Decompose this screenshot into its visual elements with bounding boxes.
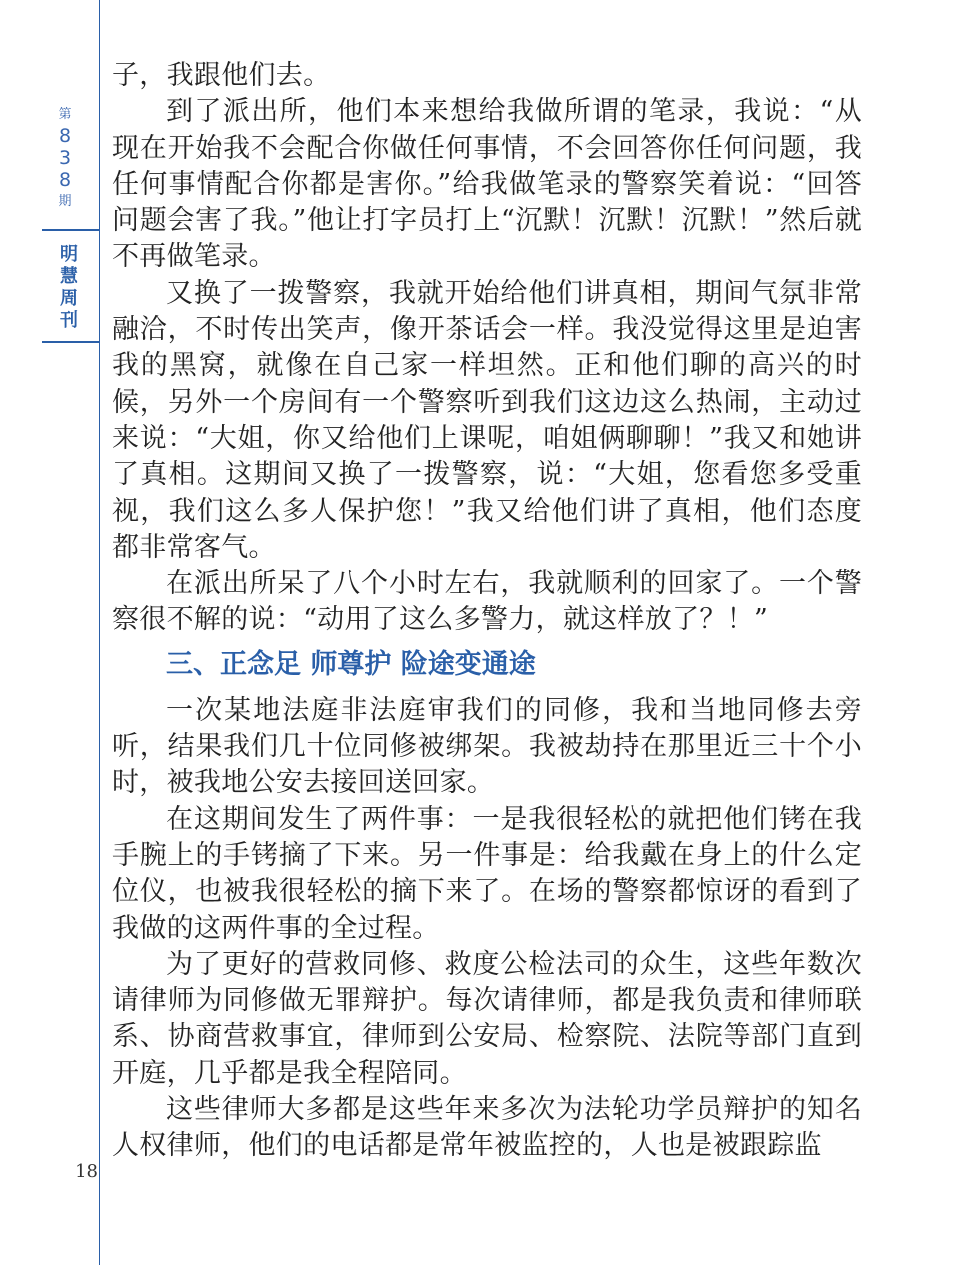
paragraph: 在派出所呆了八个小时左右，我就顺利的回家了。一个警察很不解的说：“动用了这么多警力，就这样放了？！” (112, 568, 862, 636)
magazine-char: 明 (60, 244, 78, 265)
paragraph: 在这期间发生了两件事：一是我很轻松的就把他们铐在我手腕上的手铐摘了下来。另一件事是：给我戴在身上的什么定位仪，也被我很轻松的摘下来了。在场的警察都惊讶的看到了我做的这两件事的全过程。 (112, 803, 862, 944)
magazine-char: 周 (60, 288, 78, 309)
issue-suffix: 期 (58, 194, 72, 209)
article-body (112, 58, 862, 1165)
issue-prefix: 第 (58, 107, 72, 122)
section-heading: 三、正念足 师尊护 险途变通途 (166, 648, 536, 680)
paragraph: 这些律师大多都是这些年来多次为法轮功学员辩护的知名人权律师，他们的电话都是常年被监控的，人也是被跟踪监 (112, 1094, 862, 1162)
issue-digit: 8 (58, 169, 72, 191)
margin-vertical-rule (99, 0, 100, 1265)
issue-digit: 8 (58, 125, 72, 147)
sidebar-rule-bottom (42, 341, 100, 343)
sidebar-rule-top (42, 229, 100, 231)
paragraph: 又换了一拨警察，我就开始给他们讲真相，期间气氛非常融洽，不时传出笑声，像开茶话会一样。我没觉得这里是迫害我的黑窝，就像在自己家一样坦然。正和他们聊的高兴的时候，另外一个房间有一个警察听到我们这边这么热闹，主动过来说：“大姐，你又给他们上课呢，咱姐俩聊聊！”我又和她讲了真相。这期间又换了一拨警察，说：“大姐，您看您多受重视，我们这么多人保护您！”我又给他们讲了真相，他们态度都非常客气。 (112, 277, 862, 563)
paragraph: 为了更好的营救同修、救度公检法司的众生，这些年数次请律师为同修做无罪辩护。每次请律师，都是我负责和律师联系、协商营救事宜，律师到公安局、检察院、法院等部门直到开庭，几乎都是我全程陪同。 (112, 948, 862, 1089)
page-number: 18 (75, 1161, 98, 1182)
paragraph: 一次某地法庭非法庭审我们的同修，我和当地同修去旁听，结果我们几十位同修被绑架。我被劫持在那里近三十个小时，被我地公安去接回送回家。 (112, 694, 862, 799)
paragraph: 到了派出所，他们本来想给我做所谓的笔录，我说：“从现在开始我不会配合你做任何事情，不会回答你任何问题，我任何事情配合你都是害你。”给我做笔录的警察笑着说：“回答问题会害了我。”他让打字员打上“沉默！沉默！沉默！”然后就不再做笔录。 (112, 96, 862, 273)
magazine-char: 慧 (60, 266, 78, 287)
issue-number (40, 108, 90, 208)
issue-digit: 3 (58, 147, 72, 169)
magazine-name (40, 244, 98, 332)
magazine-char: 刊 (60, 310, 78, 331)
paragraph: 子，我跟他们去。 (112, 60, 331, 91)
